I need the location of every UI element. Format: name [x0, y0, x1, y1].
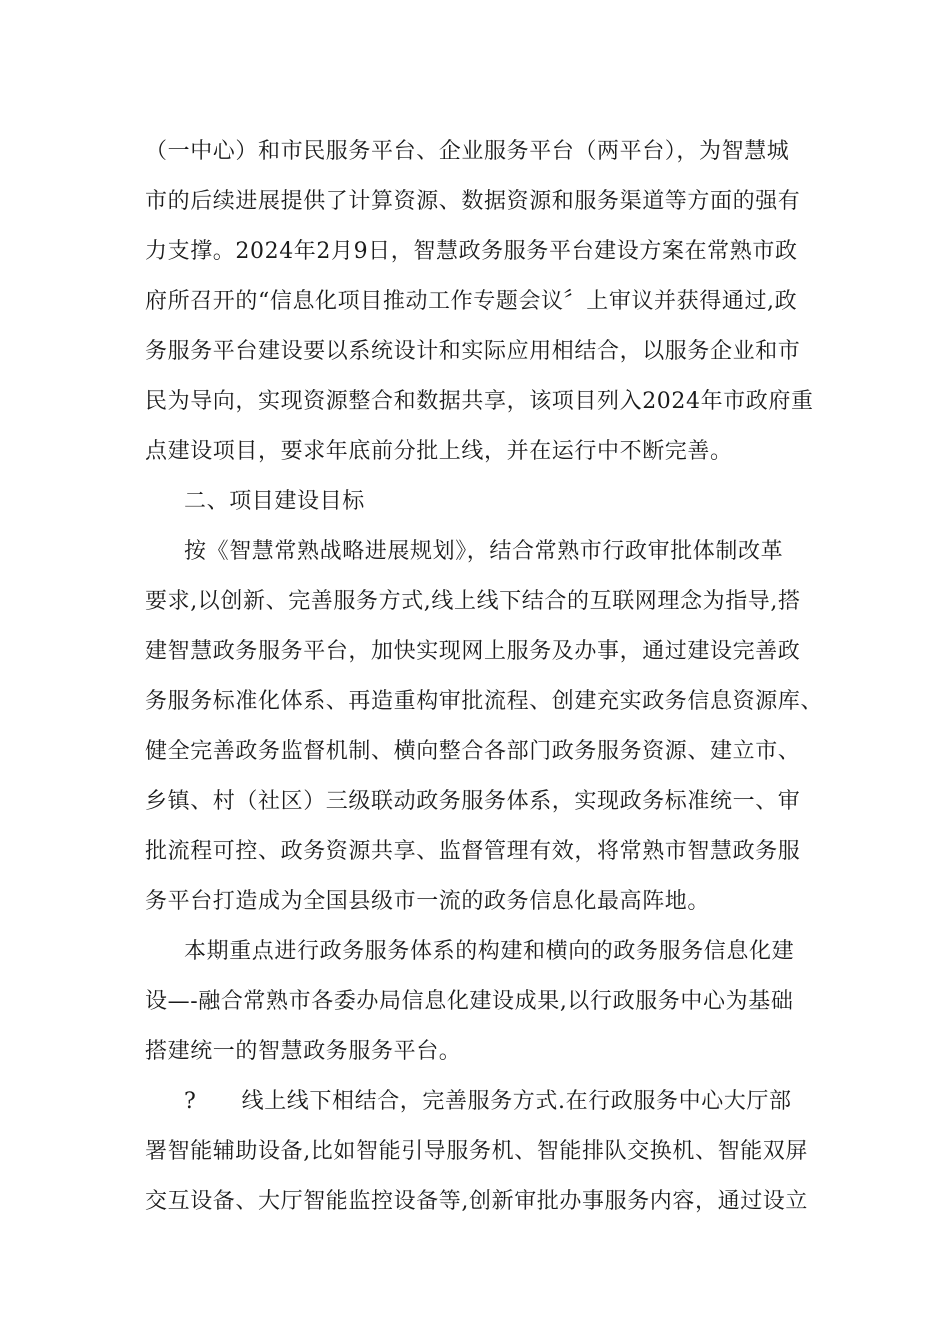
paragraph-line: 点建设项目，要求年底前分批上线，并在运行中不断完善。 [145, 439, 733, 464]
paragraph-line: 市的后续进展提供了计算资源、数据资源和服务渠道等方面的强有 [145, 189, 801, 214]
paragraph-line: 健全完善政务监督机制、横向整合各部门政务服务资源、建立市、 [145, 739, 801, 764]
paragraph-line: 民为导向，实现资源整合和数据共享，该项目列入2024年市政府重 [145, 389, 814, 414]
paragraph-line: 力支撑。2024年2月9日，智慧政务服务平台建设方案在常熟市政 [145, 239, 798, 264]
paragraph-line: ? 线上线下相结合，完善服务方式.在行政服务中心大厅部 [184, 1089, 792, 1114]
paragraph-line: 务服务标准化体系、再造重构审批流程、创建充实政务信息资源库、 [145, 689, 824, 714]
paragraph-line: 批流程可控、政务资源共享、监督管理有效，将常熟市智慧政务服 [145, 839, 801, 864]
paragraph-line: 交互设备、大厅智能监控设备等,创新审批办事服务内容，通过设立 [145, 1189, 808, 1214]
paragraph-line: 务服务平台建设要以系统设计和实际应用相结合，以服务企业和市 [145, 339, 801, 364]
paragraph-line: 署智能辅助设备,比如智能引导服务机、智能排队交换机、智能双屏 [145, 1139, 808, 1164]
paragraph-line: 按《智慧常熟战略进展规划》，结合常熟市行政审批体制改革 [184, 539, 784, 564]
paragraph-line: 本期重点进行政务服务体系的构建和横向的政务服务信息化建 [184, 939, 795, 964]
paragraph-line: 要求,以创新、完善服务方式,线上线下结合的互联网理念为指导,搭 [145, 589, 801, 614]
paragraph-line: 府所召开的“信息化项目推动工作专题会议〞上审议并获得通过,政 [145, 289, 798, 314]
paragraph-line: 乡镇、村（社区）三级联动政务服务体系，实现政务标准统一、审 [145, 789, 801, 814]
paragraph-line: 设—-融合常熟市各委办局信息化建设成果,以行政服务中心为基础 [145, 989, 794, 1014]
paragraph-line: 建智慧政务服务平台，加快实现网上服务及办事，通过建设完善政 [145, 639, 801, 664]
section-heading: 二、项目建设目标 [184, 489, 365, 514]
paragraph-line: （一中心）和市民服务平台、企业服务平台（两平台），为智慧城 [145, 139, 790, 164]
paragraph-line: 搭建统一的智慧政务服务平台。 [145, 1039, 462, 1064]
paragraph-line: 务平台打造成为全国县级市一流的政务信息化最高阵地。 [145, 889, 711, 914]
